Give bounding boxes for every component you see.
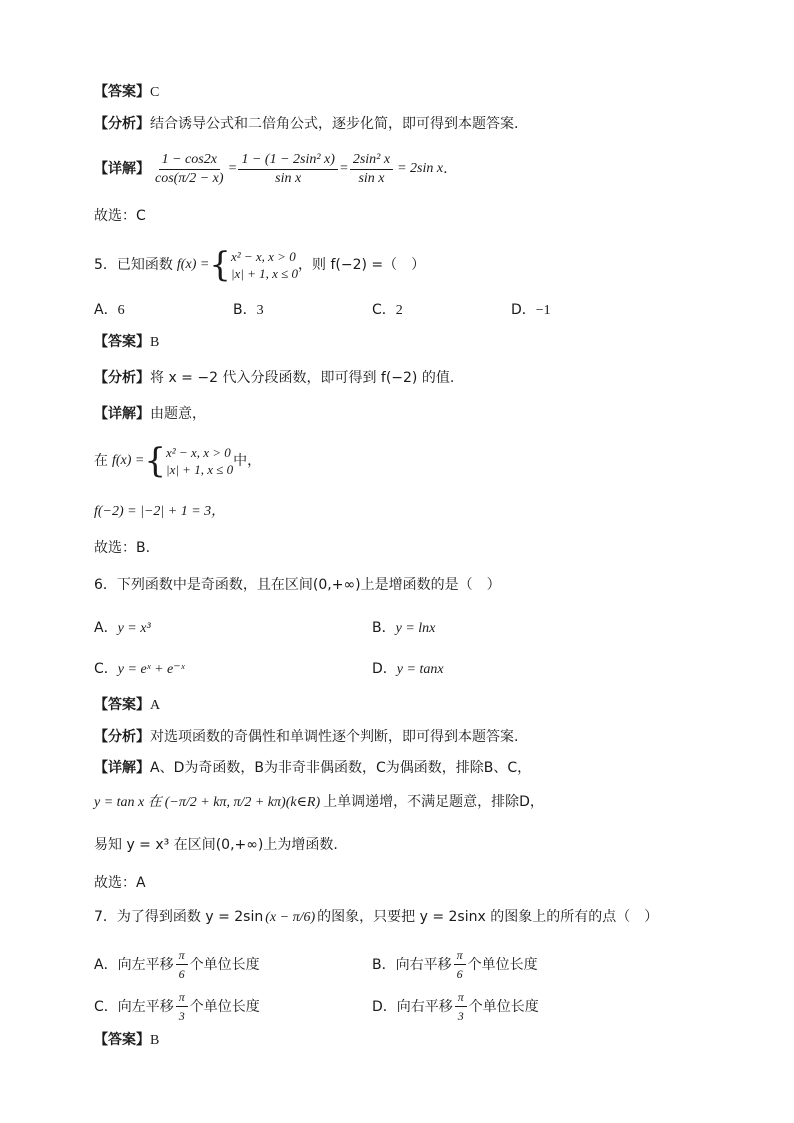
detail-result: = 2sin x bbox=[397, 161, 444, 176]
analysis-text: 结合诱导公式和二倍角公式，逐步化简，即可得到本题答案. bbox=[150, 116, 519, 132]
q5-analysis bbox=[94, 368, 454, 388]
piecewise-brace: { bbox=[209, 245, 231, 285]
q5-detail-3: f(−2) = |−2| + 1 = 3， bbox=[94, 504, 226, 519]
q6-conclusion: 故选：A bbox=[94, 875, 146, 891]
answer-tag: 【答案】 bbox=[94, 1032, 150, 1048]
answer-value: A bbox=[150, 698, 161, 713]
detail-tag: 【详解】 bbox=[94, 760, 150, 776]
q5-detail-2: 在 f(x) = { x² − x, x > 0 |x| + 1, x ≤ 0 中， bbox=[94, 441, 262, 481]
analysis-tag: 【分析】 bbox=[94, 370, 150, 386]
q7-option-b[interactable]: B． 向右平移 $\frac{\pi}{6}$ 个单位长度 bbox=[372, 948, 538, 981]
q7-answer bbox=[94, 1030, 159, 1051]
piecewise-brace: { bbox=[144, 441, 167, 481]
q4-analysis bbox=[94, 114, 518, 134]
answer-tag: 【答案】 bbox=[94, 697, 150, 713]
answer-value: B bbox=[150, 335, 160, 350]
q7-stem: 7．为了得到函数 y = 2sin (x − π/6) 的图象，只要把 y = 2sinx 的图象上的所有的点（ ） bbox=[94, 909, 659, 925]
q6-option-b[interactable]: B．y = lnx bbox=[372, 620, 436, 636]
q5-conclusion: 故选：B. bbox=[94, 540, 151, 556]
piecewise-cases: x² − x, x > 0 |x| + 1, x ≤ 0 bbox=[230, 249, 299, 281]
q6-option-a[interactable]: A．y = x³ bbox=[94, 620, 151, 636]
q6-detail-1: 【详解】A、D为奇函数，B为非奇非偶函数，C为偶函数，排除B、C， bbox=[94, 760, 532, 776]
q6-detail-2: y = tan x 在 (−π/2 + kπ, π/2 + kπ)(k∈R) 上单调递增，不满足题意，排除D， bbox=[94, 794, 544, 810]
q4-answer bbox=[94, 82, 159, 103]
q5-option-c[interactable]: C．2 bbox=[372, 302, 403, 318]
q5-stem: 5．已知函数 f(x) = { x² − x, x > 0 |x| + 1, x ≤ 0 ，则 f(−2) =（ ） bbox=[94, 245, 426, 285]
detail-tag: 【详解】 bbox=[94, 161, 150, 177]
q6-answer bbox=[94, 695, 160, 716]
q6-detail-3: 易知 y = x³ 在区间(0,+∞)上为增函数. bbox=[94, 837, 338, 853]
q5-option-a[interactable]: A．6 bbox=[94, 302, 125, 318]
q5-option-b[interactable]: B．3 bbox=[233, 302, 264, 318]
answer-tag: 【答案】 bbox=[94, 334, 150, 350]
q6-option-c[interactable]: C．y = eˣ + e⁻ˣ bbox=[94, 661, 185, 677]
q7-option-a[interactable]: A． 向左平移 $\frac{\pi}{6}$ 个单位长度 bbox=[94, 948, 260, 981]
q5-detail-1: 【详解】由题意， bbox=[94, 406, 206, 422]
analysis-tag: 【分析】 bbox=[94, 116, 150, 132]
analysis-tag: 【分析】 bbox=[94, 729, 150, 745]
analysis-text: 将 x = −2 代入分段函数，即可得到 f(−2) 的值. bbox=[150, 370, 455, 386]
answer-tag: 【答案】 bbox=[94, 84, 150, 100]
q6-stem: 6．下列函数中是奇函数，且在区间(0,+∞)上是增函数的是（ ） bbox=[94, 577, 501, 593]
q5-option-d[interactable]: D．−1 bbox=[511, 302, 551, 318]
detail-fraction-3: $\frac{\text{2sin² x}}{\text{sin x}}$ bbox=[350, 151, 393, 188]
detail-tag: 【详解】 bbox=[94, 406, 150, 422]
q7-option-d[interactable]: D． 向右平移 $\frac{\pi}{3}$ 个单位长度 bbox=[372, 990, 539, 1023]
q6-option-d[interactable]: D．y = tanx bbox=[372, 661, 444, 677]
detail-fraction-2: $\frac{\text{1 − (1 − 2sin² x)}}{\text{sin x}}$ bbox=[238, 151, 337, 188]
q6-analysis bbox=[94, 727, 518, 747]
answer-value: C bbox=[150, 85, 160, 100]
piecewise-cases: x² − x, x > 0 |x| + 1, x ≤ 0 bbox=[166, 445, 234, 477]
q5-answer bbox=[94, 332, 159, 353]
answer-value: B bbox=[150, 1033, 160, 1048]
q4-detail: 【详解】 $\frac{1 - \cos 2x}{\cos(\pi/2 - x)}$ = $\frac{\text{1 − (1 − 2sin² x)}}{\text{sin x}}$ = $\frac{\text{2sin² x}}{\text{sin x}}$ = 2sin x . bbox=[94, 151, 448, 186]
detail-fraction-1: $\frac{1 - \cos 2x}{\cos(\pi/2 - x)}$ bbox=[155, 151, 224, 186]
q7-option-c[interactable]: C． 向左平移 $\frac{\pi}{3}$ 个单位长度 bbox=[94, 990, 260, 1023]
q4-conclusion: 故选：C bbox=[94, 208, 146, 224]
analysis-text: 对选项函数的奇偶性和单调性逐个判断，即可得到本题答案. bbox=[150, 729, 519, 745]
